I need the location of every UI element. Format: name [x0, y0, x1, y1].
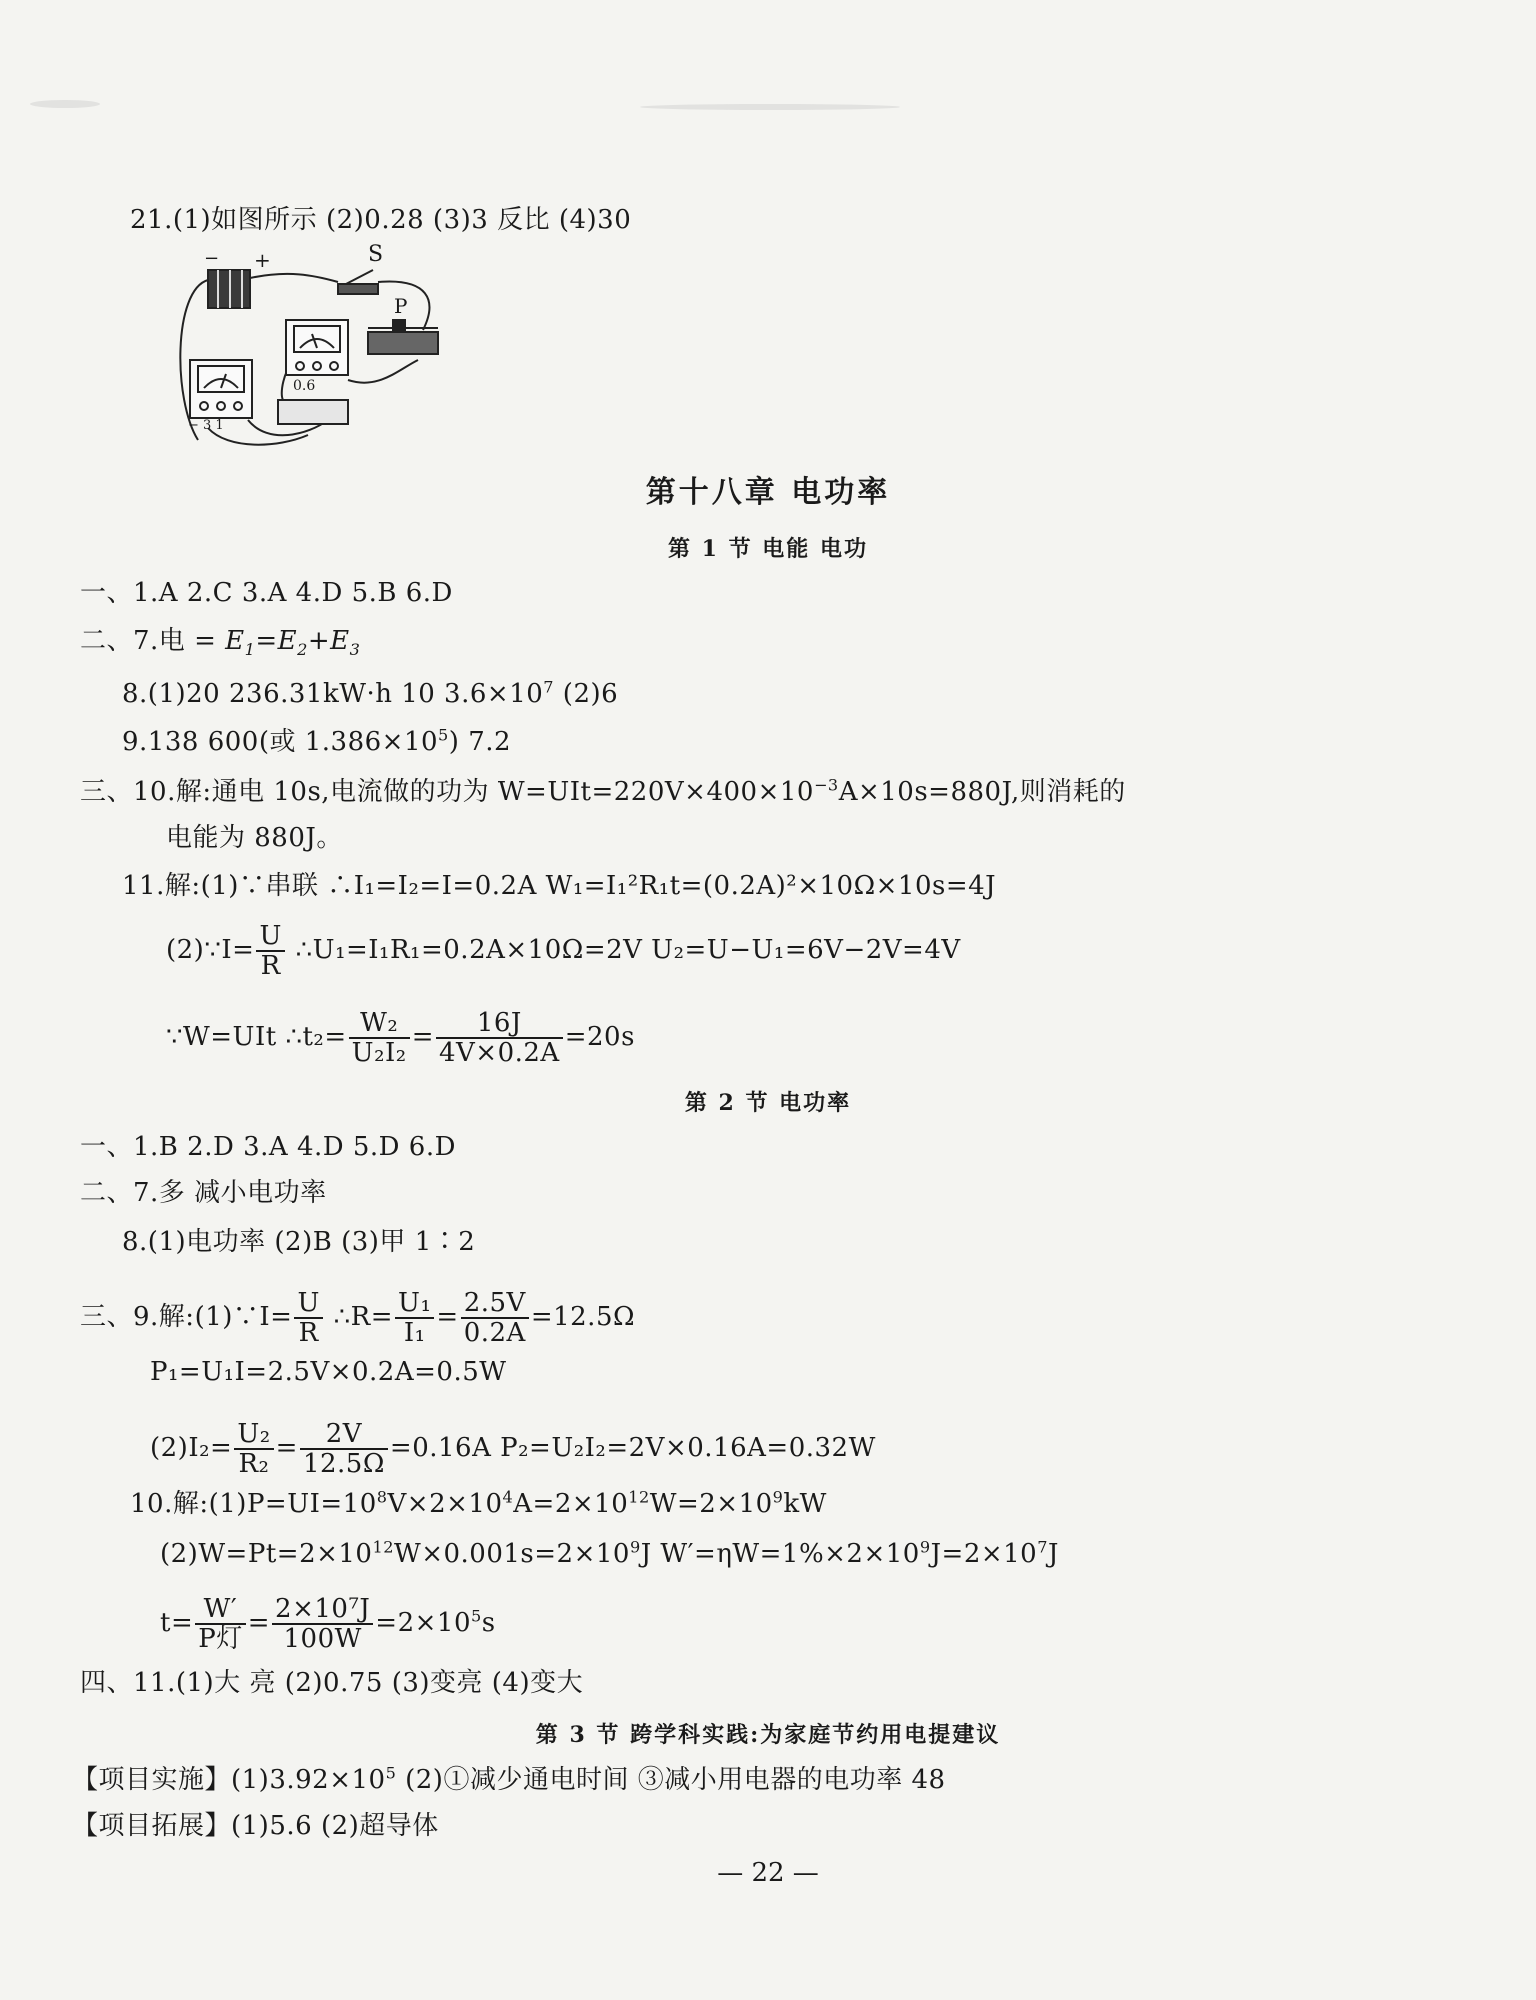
- sec2-line-7: [130, 1487, 827, 1521]
- sec1-line-4: [122, 725, 511, 759]
- exponent: 8: [376, 1487, 388, 1507]
- sec1-line-5-tail: A×10s=880J,则消耗的: [838, 777, 1126, 807]
- sec2-line-2: 二、7.多 减小电功率: [80, 1178, 327, 1208]
- fraction-numerator: 2×10⁷J: [272, 1595, 373, 1625]
- sec2-line-8: [160, 1537, 1059, 1571]
- chapter-title: 第十八章 电功率: [645, 475, 891, 510]
- exponent: 9: [919, 1537, 931, 1557]
- section-1-title: 第 1 节 电能 电功: [668, 536, 868, 562]
- sec2-line-10: 四、11.(1)大 亮 (2)0.75 (3)变亮 (4)变大: [80, 1668, 584, 1698]
- sec1-line-3-text: 8.(1)20 236.31kW·h 10 3.6×10: [122, 679, 544, 709]
- sec1-line-9-text: ∵W=UIt ∴t₂=: [166, 1022, 347, 1052]
- fraction-denominator: 4V×0.2A: [438, 1038, 560, 1068]
- exponent: 5: [438, 725, 449, 745]
- fraction: [300, 1420, 388, 1478]
- ammeter-range-label: 0.6: [293, 378, 316, 394]
- sec1-line-2: [80, 624, 360, 658]
- sec2-line-7-tail: kW: [783, 1489, 827, 1519]
- exponent: 9: [772, 1487, 784, 1507]
- scan-smudge: [30, 100, 100, 108]
- fraction: [272, 1595, 373, 1653]
- sec1-line-9: [166, 1009, 635, 1067]
- battery-plus-label: +: [254, 248, 271, 272]
- sec2-line-6: [150, 1420, 876, 1478]
- fraction: [256, 922, 284, 980]
- equals-sign: =: [411, 1022, 434, 1052]
- sec2-line-1: 一、1.B 2.D 3.A 4.D 5.D 6.D: [80, 1132, 456, 1162]
- fraction-denominator: R: [260, 951, 281, 981]
- fraction-numerator: U: [256, 922, 284, 952]
- sec2-line-3: 8.(1)电功率 (2)B (3)甲 1∶2: [122, 1227, 476, 1257]
- sec2-line-6-text: (2)I₂=: [150, 1433, 233, 1463]
- circuit-diagram: [168, 242, 458, 450]
- sec2-line-4-mid: ∴R=: [324, 1302, 394, 1332]
- fraction: [461, 1289, 529, 1347]
- sec1-line-8: [166, 922, 961, 980]
- sec1-line-5-text: 三、10.解:通电 10s,电流做的功为 W=UIt=220V×400×10: [80, 777, 814, 807]
- exponent: 5: [471, 1606, 482, 1626]
- battery-minus-label: −: [204, 248, 220, 269]
- equals-sign: =: [247, 1608, 271, 1638]
- fraction: [436, 1009, 563, 1067]
- sec1-line-4-text: 9.138 600(或 1.386×10: [122, 727, 439, 757]
- sec2-line-8-c: J W′=ηW=1%×2×10: [640, 1539, 920, 1569]
- exponent: 7: [1037, 1537, 1048, 1557]
- sec1-line-4-tail: ) 7.2: [448, 727, 512, 757]
- sec3-line-1-text: 【项目实施】(1)3.92×10: [72, 1765, 386, 1795]
- sec1-line-7: 11.解:(1)∵串联 ∴I₁=I₂=I=0.2A W₁=I₁²R₁t=(0.2A)²×10Ω×10s=4J: [122, 871, 997, 901]
- sec2-line-9-tail: =2×10: [375, 1608, 471, 1638]
- fraction-denominator: R₂: [238, 1449, 270, 1479]
- section-3-title: 第 3 节 跨学科实践:为家庭节约用电提建议: [535, 1722, 1001, 1748]
- fraction: [195, 1595, 246, 1653]
- fraction-denominator: I₁: [403, 1318, 426, 1348]
- sec2-line-6-tail: =0.16A P₂=U₂I₂=2V×0.16A=0.32W: [389, 1433, 876, 1463]
- fraction-numerator: 2V: [300, 1420, 388, 1450]
- sec3-line-2: 【项目拓展】(1)5.6 (2)超导体: [72, 1811, 439, 1841]
- sec2-line-9-end: s: [481, 1608, 496, 1638]
- energy-equation: $E_1=E_2+E_3$: [225, 626, 361, 660]
- fraction-denominator: 12.5Ω: [302, 1449, 385, 1479]
- sec2-line-8-d: J=2×10: [930, 1539, 1038, 1569]
- fraction: [294, 1289, 322, 1347]
- sec2-line-4-text: 三、9.解:(1)∵I=: [80, 1302, 293, 1332]
- fraction-numerator: W′: [195, 1595, 246, 1625]
- sec1-line-1: 一、1.A 2.C 3.A 4.D 5.B 6.D: [80, 578, 453, 608]
- scan-smudge: [640, 104, 900, 110]
- sec1-line-8-text: (2)∵I=: [166, 935, 255, 965]
- equals-sign: =: [275, 1433, 298, 1463]
- q21-line: 21.(1)如图所示 (2)0.28 (3)3 反比 (4)30: [130, 205, 632, 235]
- sec2-line-5: P₁=U₁I=2.5V×0.2A=0.5W: [150, 1357, 507, 1387]
- fraction-denominator: P灯: [198, 1624, 243, 1654]
- exponent: 9: [629, 1537, 641, 1557]
- sec2-line-7-text: 10.解:(1)P=UI=10: [130, 1489, 377, 1519]
- page-number: — 22 —: [717, 1858, 819, 1888]
- sec2-line-4-tail: =12.5Ω: [530, 1302, 636, 1332]
- sec2-line-9-text: t=: [160, 1608, 194, 1638]
- sec2-line-7-d: W=2×10: [649, 1489, 773, 1519]
- exponent: 7: [543, 677, 555, 697]
- sec3-line-1: [72, 1763, 946, 1797]
- sec1-line-6: 电能为 880J。: [166, 823, 343, 853]
- sec3-line-1-tail: (2)①减少通电时间 ③减小用电器的电功率 48: [396, 1765, 946, 1795]
- fraction-numerator: U: [294, 1289, 322, 1319]
- exponent: 12: [628, 1487, 650, 1507]
- sec1-line-3: [122, 677, 618, 711]
- voltmeter-terminals-label: − 3 1: [188, 418, 224, 433]
- fraction: [395, 1289, 434, 1347]
- sec2-line-9: [160, 1595, 496, 1653]
- fraction-numerator: U₁: [395, 1289, 434, 1319]
- fraction-denominator: 0.2A: [463, 1318, 526, 1348]
- sec2-line-7-b: V×2×10: [387, 1489, 503, 1519]
- fraction: [234, 1420, 273, 1478]
- exponent: 12: [372, 1537, 394, 1557]
- fraction-denominator: R: [298, 1318, 319, 1348]
- fraction-denominator: U₂I₂: [351, 1038, 407, 1068]
- exponent: 5: [385, 1763, 397, 1783]
- sec2-line-8-tail: J: [1047, 1539, 1059, 1569]
- sec2-line-8-b: W×0.001s=2×10: [393, 1539, 630, 1569]
- fraction: [349, 1009, 410, 1067]
- fraction-numerator: U₂: [234, 1420, 273, 1450]
- sec1-line-2-text: 二、7.电 =: [80, 626, 226, 656]
- switch-label: S: [368, 242, 384, 267]
- sec2-line-8-text: (2)W=Pt=2×10: [160, 1539, 373, 1569]
- exponent: −3: [813, 775, 839, 795]
- sec1-line-5: [80, 775, 1126, 809]
- fraction-numerator: 2.5V: [461, 1289, 529, 1319]
- sec2-line-7-c: A=2×10: [513, 1489, 629, 1519]
- section-2-title: 第 2 节 电功率: [684, 1090, 852, 1116]
- sec1-line-8-tail: ∴U₁=I₁R₁=0.2A×10Ω=2V U₂=U−U₁=6V−2V=4V: [286, 935, 961, 965]
- fraction-denominator: 100W: [283, 1624, 362, 1654]
- sec1-line-9-tail: =20s: [564, 1022, 635, 1052]
- sec2-line-4: [80, 1289, 635, 1347]
- equals-sign: =: [436, 1302, 459, 1332]
- sec1-line-3-tail: (2)6: [554, 679, 619, 709]
- fraction-numerator: W₂: [349, 1009, 410, 1039]
- fraction-numerator: 16J: [436, 1009, 563, 1039]
- rheostat-label: P: [394, 294, 408, 318]
- exponent: 4: [502, 1487, 514, 1507]
